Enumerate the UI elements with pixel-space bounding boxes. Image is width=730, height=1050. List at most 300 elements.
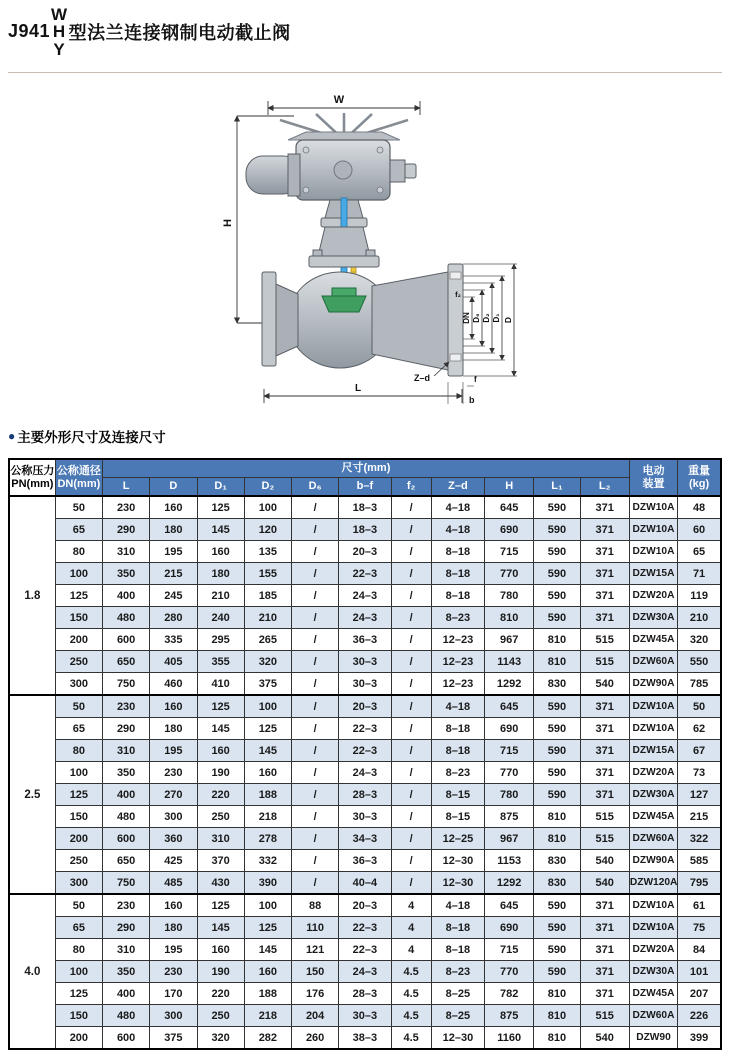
dim-value-cell: 590 [534,718,580,740]
valve-bonnet [318,227,370,256]
dim-value-cell: 8–23 [431,961,484,983]
col-header-dim-d1: D₁ [197,478,244,497]
dim-value-cell: 282 [244,1027,291,1050]
device-cell: DZW60A [629,828,677,850]
device-cell: DZW10A [629,894,677,917]
dn-value-cell: 50 [55,695,102,718]
dim-value-cell: 400 [103,585,150,607]
pn-header-line1: 公称压力 [10,464,55,477]
dim-value-cell: 24–3 [339,585,391,607]
table-row [9,872,721,895]
device-cell: DZW10A [629,541,677,563]
dim-value-cell: 150 [292,961,339,983]
dim-value-cell: 460 [150,673,197,696]
dim-value-cell: 785 [678,673,721,696]
pn-header-line2: PN(mm) [11,477,54,490]
dim-value-cell: 22–3 [339,740,391,762]
dim-value-cell: 215 [678,806,721,828]
dim-value-cell: 770 [485,961,534,983]
title-model-stack [51,6,68,58]
dim-value-cell: 4.5 [391,961,431,983]
dim-value-cell: 62 [678,718,721,740]
dim-value-cell: 12–23 [431,673,484,696]
dim-value-cell: 218 [244,806,291,828]
dim-label-d2: D₂ [482,313,491,323]
dim-value-cell: 360 [150,828,197,850]
dim-value-cell: / [292,718,339,740]
dim-value-cell: 75 [678,917,721,939]
dim-value-cell: 230 [150,762,197,784]
dn-value-cell: 80 [55,541,102,563]
dim-value-cell: 110 [292,917,339,939]
dim-value-cell: 8–25 [431,983,484,1005]
table-row [9,496,721,519]
dim-value-cell: 215 [150,563,197,585]
dim-value-cell: 590 [534,695,580,718]
dim-value-cell: 780 [485,784,534,806]
dim-value-cell: 410 [197,673,244,696]
table-row [9,563,721,585]
dim-value-cell: 399 [678,1027,721,1050]
dim-l-lines [264,389,462,403]
dim-value-cell: 4–18 [431,496,484,519]
dim-value-cell: 28–3 [339,784,391,806]
dim-value-cell: / [292,806,339,828]
dn-header-line1: 公称通径 [56,464,101,477]
dim-value-cell: 770 [485,762,534,784]
dim-value-cell: 515 [580,828,629,850]
dim-value-cell: / [292,872,339,895]
dim-value-cell: 750 [103,673,150,696]
bonnet-bolt-right [366,250,375,256]
col-header-dim-l: L [103,478,150,497]
dim-value-cell: 400 [103,784,150,806]
dim-value-cell: 100 [244,496,291,519]
device-cell: DZW30A [629,784,677,806]
dim-value-cell: 550 [678,651,721,673]
dim-value-cell: 715 [485,740,534,762]
dim-value-cell: 585 [678,850,721,872]
dim-value-cell: 100 [244,894,291,917]
dn-value-cell: 100 [55,563,102,585]
dim-value-cell: 690 [485,917,534,939]
dim-value-cell: 371 [580,740,629,762]
device-cell: DZW10A [629,695,677,718]
device-cell: DZW90 [629,1027,677,1050]
dim-value-cell: 350 [103,762,150,784]
device-cell: DZW10A [629,496,677,519]
dim-value-cell: 125 [244,917,291,939]
dim-value-cell: 310 [103,939,150,961]
table-row [9,828,721,850]
dim-value-cell: 600 [103,629,150,651]
col-header-dim-h: H [485,478,534,497]
dim-value-cell: 810 [485,607,534,629]
dim-value-cell: 195 [150,740,197,762]
dim-value-cell: 160 [197,939,244,961]
dim-value-cell: 176 [292,983,339,1005]
dimensions-table [8,458,722,1050]
dim-value-cell: 350 [103,961,150,983]
dim-value-cell: / [391,651,431,673]
dim-value-cell: 830 [534,673,580,696]
table-row [9,519,721,541]
dim-value-cell: 300 [150,806,197,828]
dim-value-cell: 8–18 [431,939,484,961]
col-header-size-span: 尺寸(mm) [103,459,630,478]
dim-value-cell: 1153 [485,850,534,872]
motor-joint [288,154,300,196]
table-row [9,541,721,563]
dim-value-cell: 101 [678,961,721,983]
dim-value-cell: 28–3 [339,983,391,1005]
dim-value-cell: 810 [534,983,580,1005]
dim-value-cell: 22–3 [339,718,391,740]
dim-value-cell: 230 [103,695,150,718]
dim-value-cell: 135 [244,541,291,563]
dim-value-cell: 371 [580,541,629,563]
dim-value-cell: 4.5 [391,1027,431,1050]
dim-value-cell: 371 [580,695,629,718]
dn-value-cell: 80 [55,740,102,762]
dim-value-cell: 590 [534,496,580,519]
dim-value-cell: / [391,695,431,718]
dim-value-cell: 40–4 [339,872,391,895]
dim-value-cell: 278 [244,828,291,850]
dim-value-cell: 875 [485,806,534,828]
device-cell: DZW10A [629,718,677,740]
dim-value-cell: 210 [244,607,291,629]
dn-value-cell: 65 [55,718,102,740]
dim-value-cell: 12–30 [431,872,484,895]
dim-value-cell: 125 [197,496,244,519]
dim-label-f: f [474,375,477,384]
dim-value-cell: 230 [103,894,150,917]
table-row [9,695,721,718]
col-header-dim-l2: L₂ [580,478,629,497]
connector-knob [405,164,416,178]
dim-value-cell: 405 [150,651,197,673]
table-row [9,983,721,1005]
table-row [9,939,721,961]
col-header-dim-d: D [150,478,197,497]
col-header-dn [55,459,102,496]
dim-value-cell: / [292,828,339,850]
device-cell: DZW45A [629,629,677,651]
dn-value-cell: 125 [55,983,102,1005]
dim-value-cell: 8–23 [431,762,484,784]
dim-value-cell: 160 [244,762,291,784]
device-cell: DZW90A [629,673,677,696]
dim-value-cell: 810 [534,1027,580,1050]
dim-value-cell: 320 [244,651,291,673]
dim-value-cell: 155 [244,563,291,585]
dn-value-cell: 250 [55,651,102,673]
dim-value-cell: 67 [678,740,721,762]
seat-upper [332,288,356,296]
dim-value-cell: 480 [103,806,150,828]
device-cell: DZW120A [629,872,677,895]
dim-value-cell: 60 [678,519,721,541]
dim-value-cell: 18–3 [339,496,391,519]
dim-value-cell: 20–3 [339,695,391,718]
dim-value-cell: 4 [391,917,431,939]
table-row [9,784,721,806]
dim-value-cell: / [292,850,339,872]
dim-value-cell: / [292,541,339,563]
dim-value-cell: 290 [103,917,150,939]
dim-value-cell: 480 [103,1005,150,1027]
handwheel-rim [288,132,400,140]
dim-value-cell: 18–3 [339,519,391,541]
device-cell: DZW20A [629,762,677,784]
dim-value-cell: 480 [103,607,150,629]
dim-value-cell: / [292,629,339,651]
device-cell: DZW15A [629,740,677,762]
dn-value-cell: 50 [55,894,102,917]
dim-value-cell: 645 [485,695,534,718]
dim-value-cell: 645 [485,894,534,917]
dn-value-cell: 125 [55,784,102,806]
dim-value-cell: / [391,673,431,696]
section-title-text: 主要外形尺寸及连接尺寸 [17,430,166,445]
dim-value-cell: 50 [678,695,721,718]
dim-value-cell: 73 [678,762,721,784]
dim-value-cell: / [292,784,339,806]
dim-value-cell: 810 [534,629,580,651]
dim-value-cell: 4–18 [431,519,484,541]
bolt-hole-top [450,272,461,279]
dim-value-cell: 967 [485,828,534,850]
dim-value-cell: 125 [197,695,244,718]
dim-value-cell: 425 [150,850,197,872]
dn-value-cell: 100 [55,961,102,983]
right-outlet [372,272,448,370]
dim-label-zd: Z–d [413,373,431,383]
dim-value-cell: 540 [580,1027,629,1050]
dim-value-cell: 370 [197,850,244,872]
dim-value-cell: 12–30 [431,850,484,872]
dim-value-cell: / [391,850,431,872]
dim-value-cell: / [391,607,431,629]
dim-value-cell: 230 [150,961,197,983]
table-row [9,673,721,696]
dim-value-cell: 310 [103,541,150,563]
dim-value-cell: 36–3 [339,850,391,872]
dim-value-cell: 145 [244,939,291,961]
dim-value-cell: 4–18 [431,894,484,917]
dim-value-cell: 600 [103,1027,150,1050]
dim-value-cell: 310 [197,828,244,850]
table-row [9,961,721,983]
dim-value-cell: 8–18 [431,917,484,939]
device-cell: DZW45A [629,806,677,828]
title-suffix: 型法兰连接钢制电动截止阀 [68,22,291,43]
table-row [9,762,721,784]
dim-value-cell: 515 [580,806,629,828]
dim-value-cell: 160 [197,541,244,563]
title-stack-y: Y [53,39,66,59]
col-header-dim-l1: L₁ [534,478,580,497]
dim-value-cell: 220 [197,983,244,1005]
dn-value-cell: 65 [55,917,102,939]
dim-value-cell: 300 [150,1005,197,1027]
actuator-connector [390,160,405,182]
dim-value-cell: 371 [580,563,629,585]
dim-value-cell: 24–3 [339,762,391,784]
dim-value-cell: 170 [150,983,197,1005]
dim-value-cell: 4 [391,939,431,961]
dim-label-dn: DN [462,312,471,324]
dim-value-cell: 220 [197,784,244,806]
dim-value-cell: / [391,563,431,585]
dim-value-cell: / [391,762,431,784]
table-row [9,1027,721,1050]
dim-value-cell: 204 [292,1005,339,1027]
title-divider [8,72,722,73]
dim-value-cell: 61 [678,894,721,917]
dim-value-cell: 540 [580,673,629,696]
dim-value-cell: 590 [534,541,580,563]
bolt-hole-bottom [450,354,461,361]
dim-value-cell: 371 [580,496,629,519]
dim-value-cell: 320 [678,629,721,651]
dim-label-w: W [333,94,345,106]
dim-value-cell: 310 [103,740,150,762]
dim-value-cell: 810 [534,1005,580,1027]
dim-value-cell: / [391,872,431,895]
dim-value-cell: 185 [244,585,291,607]
dim-value-cell: 335 [150,629,197,651]
dim-value-cell: 240 [197,607,244,629]
dim-value-cell: 590 [534,740,580,762]
title-stack-w: W [51,5,68,24]
dim-value-cell: 645 [485,496,534,519]
device-header-line1: 电动 [642,464,665,477]
dim-value-cell: 20–3 [339,541,391,563]
pn-value-cell: 4.0 [9,894,55,1049]
dim-value-cell: 770 [485,563,534,585]
dim-value-cell: 590 [534,939,580,961]
dim-value-cell: 38–3 [339,1027,391,1050]
dim-value-cell: / [292,651,339,673]
dim-value-cell: 590 [534,563,580,585]
table-row [9,718,721,740]
dim-value-cell: 332 [244,850,291,872]
dim-value-cell: / [391,541,431,563]
dim-value-cell: 8–18 [431,718,484,740]
dn-value-cell: 50 [55,496,102,519]
device-cell: DZW60A [629,1005,677,1027]
dim-value-cell: 265 [244,629,291,651]
dim-value-cell: 22–3 [339,563,391,585]
dim-value-cell: 375 [150,1027,197,1050]
dim-value-cell: 590 [534,917,580,939]
actuator-hub [334,161,352,179]
table-body [9,496,721,1049]
table-row [9,1005,721,1027]
dim-value-cell: 36–3 [339,629,391,651]
table-row [9,651,721,673]
dim-label-b: b [469,395,475,405]
dn-value-cell: 200 [55,1027,102,1050]
bonnet-flange [309,256,379,267]
dim-value-cell: 34–3 [339,828,391,850]
dim-value-cell: 690 [485,519,534,541]
device-cell: DZW10A [629,519,677,541]
table-row [9,894,721,917]
dim-value-cell: / [292,585,339,607]
dim-value-cell: 30–3 [339,651,391,673]
dim-value-cell: / [391,519,431,541]
dim-value-cell: 71 [678,563,721,585]
dim-value-cell: 160 [150,496,197,519]
col-header-dim-d6: D₆ [292,478,339,497]
dim-value-cell: 810 [534,806,580,828]
dim-value-cell: / [292,740,339,762]
dim-value-cell: 515 [580,651,629,673]
dim-value-cell: 875 [485,1005,534,1027]
device-cell: DZW15A [629,563,677,585]
dim-value-cell: 12–30 [431,1027,484,1050]
dim-value-cell: 226 [678,1005,721,1027]
device-cell: DZW60A [629,651,677,673]
dim-value-cell: / [292,673,339,696]
dim-value-cell: 280 [150,607,197,629]
dim-value-cell: 830 [534,872,580,895]
dim-value-cell: 12–23 [431,651,484,673]
dim-value-cell: 371 [580,983,629,1005]
device-cell: DZW20A [629,939,677,961]
dim-value-cell: 180 [150,917,197,939]
table-row [9,629,721,651]
dim-value-cell: 350 [103,563,150,585]
dim-value-cell: / [292,519,339,541]
device-header-line2: 装置 [642,477,665,490]
col-header-dim-d2: D₂ [244,478,291,497]
dim-value-cell: 715 [485,541,534,563]
dim-value-cell: 180 [197,563,244,585]
table-row [9,585,721,607]
dim-value-cell: 24–3 [339,607,391,629]
dn-value-cell: 150 [55,607,102,629]
dim-value-cell: 8–15 [431,806,484,828]
table-row [9,806,721,828]
dim-value-cell: 145 [244,740,291,762]
left-hub [276,284,298,356]
dim-value-cell: 20–3 [339,894,391,917]
dim-value-cell: 119 [678,585,721,607]
dim-value-cell: 355 [197,651,244,673]
dim-value-cell: 30–3 [339,673,391,696]
dim-value-cell: 290 [103,519,150,541]
dim-value-cell: 84 [678,939,721,961]
dim-value-cell: 8–18 [431,585,484,607]
bonnet-bolt-left [313,250,322,256]
device-cell: DZW30A [629,961,677,983]
col-header-dim-f2: f₂ [391,478,431,497]
dim-value-cell: 12–23 [431,629,484,651]
dim-value-cell: 230 [103,496,150,519]
dim-value-cell: 590 [534,762,580,784]
dim-value-cell: 690 [485,718,534,740]
dim-value-cell: 8–23 [431,607,484,629]
title-stack-h: H [52,22,66,42]
dim-value-cell: 210 [197,585,244,607]
dim-value-cell: 30–3 [339,1005,391,1027]
dim-value-cell: 190 [197,762,244,784]
dim-value-cell: 48 [678,496,721,519]
